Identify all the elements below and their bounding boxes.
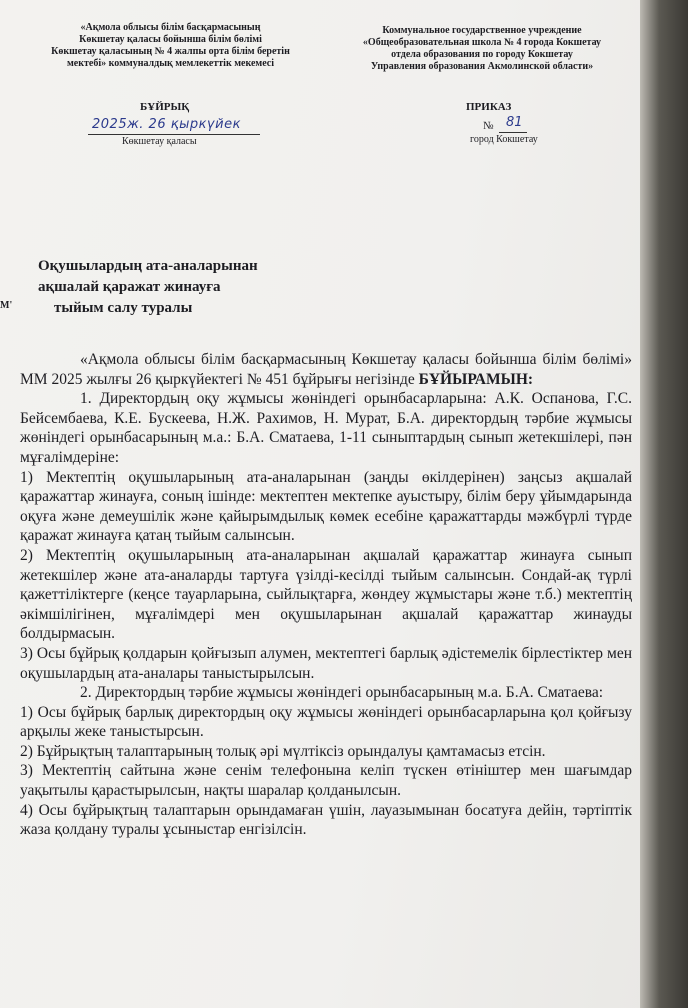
order-number-value: 81 (506, 115, 523, 130)
city-ru: город Кокшетау (470, 134, 538, 145)
date-underline (88, 134, 260, 135)
subject-line: тыйым салу туралы (54, 300, 193, 316)
handwritten-date: 2025ж. 26 қыркүйек (92, 117, 241, 132)
paragraph-2: 2. Директордың тәрбие жұмысы жөніндегі орынбасарының м.а. Б.А. Сматаева: (80, 684, 604, 702)
paragraph-1-1: 1) Мектептің оқушыларының ата-аналарынан (заңды өкілдерінен) заңсыз ақшалай қаражаттар жинауға, соның ішінде: мектептен мектепке ауыстыру, білім беру ұйымдарында оқуға және демеушілік және қайырымдылық көмек есебіне қаражаттарды мәжбүрлі түрде қаражат жинауға қатаң тыйым салынсын. (20, 468, 632, 545)
paragraph-1: 1. Директордың оқу жұмысы жөніндегі орынбасарларына: А.К. Оспанова, Г.С. Бейсембаева, К.Е. Бускеева, Н.Ж. Рахимов, Н. Мурат, Б.А. директордың тәрбие жұмысы жөніндегі орынбасарының м.а.: Б.А. Сматаева, 1-11 сыныптардың сынып жетекшілері, пән мұғалімдеріне: (20, 390, 632, 466)
order-title-ru: ПРИКАЗ (466, 101, 512, 113)
header-left-line: Көкшетау қаласының № 4 жалпы орта білім беретін (51, 46, 290, 57)
paragraph-2-1: 1) Осы бұйрық барлық директордың оқу жұмысы жөніндегі орынбасарларына қол қойғызу арқылы жеке таныстырсын. (20, 703, 632, 741)
header-right-ru (342, 25, 622, 73)
city-kz: Көкшетау қаласы (122, 136, 197, 147)
order-title-kz: БҰЙРЫҚ (140, 101, 190, 113)
number-underline (499, 132, 527, 133)
order-body (20, 350, 632, 840)
order-subject (38, 256, 258, 319)
subject-line: ақшалай қаражат жинауға (38, 279, 221, 295)
paragraph-2-3: 3) Мектептің сайтына және сенім телефонына келіп түскен өтiнiштер мен шағымдар уақытылы қарастырылсын, нақты шаралар қолданылсын. (20, 762, 632, 800)
order-number-label: № (483, 120, 494, 132)
header-left-line: Көкшетау қаласы бойынша білім бөлімі (79, 34, 262, 45)
header-right-line: Коммунальное государственное учреждение (382, 25, 582, 36)
header-right-line: «Общеобразовательная школа № 4 города Кокшетау (362, 37, 602, 48)
header-right-line: отдела образования по городу Кокшетау (391, 49, 573, 60)
paragraph-2-4: 4) Осы бұйрықтың талаптарын орындамаған үшін, лауазымынан босатуға дейін, тәртiптiк жаза қолдану туралы ұсыныстар енгізілсін. (20, 801, 632, 839)
paragraph-1-3: 3) Осы бұйрық қолдарын қойғызып алумен, мектептегі барлық әдістемелік бірлестіктер мен оқушылардың ата-аналары таныстырылсын. (20, 644, 632, 682)
paragraph-2-2: 2) Бұйрықтың талаптарының толық әрі мүлтіксіз орындалуы қамтамасыз етсін. (20, 742, 546, 760)
header-right-line: Управления образования Акмолинской области» (370, 61, 594, 72)
page-edge-shadow (640, 0, 688, 1008)
header-left-line: «Ақмола облысы білім басқармасының (80, 22, 261, 33)
intro-text: «Ақмола облысы білім басқармасының Көкшетау қаласы бойынша білім бөлімі» ММ 2025 жылғы 26 қыркүйектегі № 451 бұйрығы негізінде (20, 351, 632, 388)
header-left-kz (28, 22, 313, 70)
intro-paragraph (20, 350, 632, 389)
subject-line: Оқушылардың ата-аналарынан (38, 258, 258, 274)
margin-mark: М' (0, 300, 13, 311)
paragraph-1-2: 2) Мектептің оқушыларының ата-аналарынан ақшалай қаражаттар жинауға сынып жетекшілер және ата-аналарды тартуға үзілді-кесілді тыйым салынсын. Сондай-ақ түрлі қажеттіліктерге (кеңсе тауарларына, сыйлықтарға, жөндеу жұмыстары және т.б.) мектептің әкімшілігінен, мұғалімдері мен оқушыларынан ақшалай қаражаттар жинауды болдырмасын. (20, 546, 632, 643)
buiyramyn-keyword: БҰЙЫРАМЫН: (418, 370, 534, 388)
header-left-line: мектебі» коммуналдық мемлекеттік мекемесі (66, 58, 274, 69)
